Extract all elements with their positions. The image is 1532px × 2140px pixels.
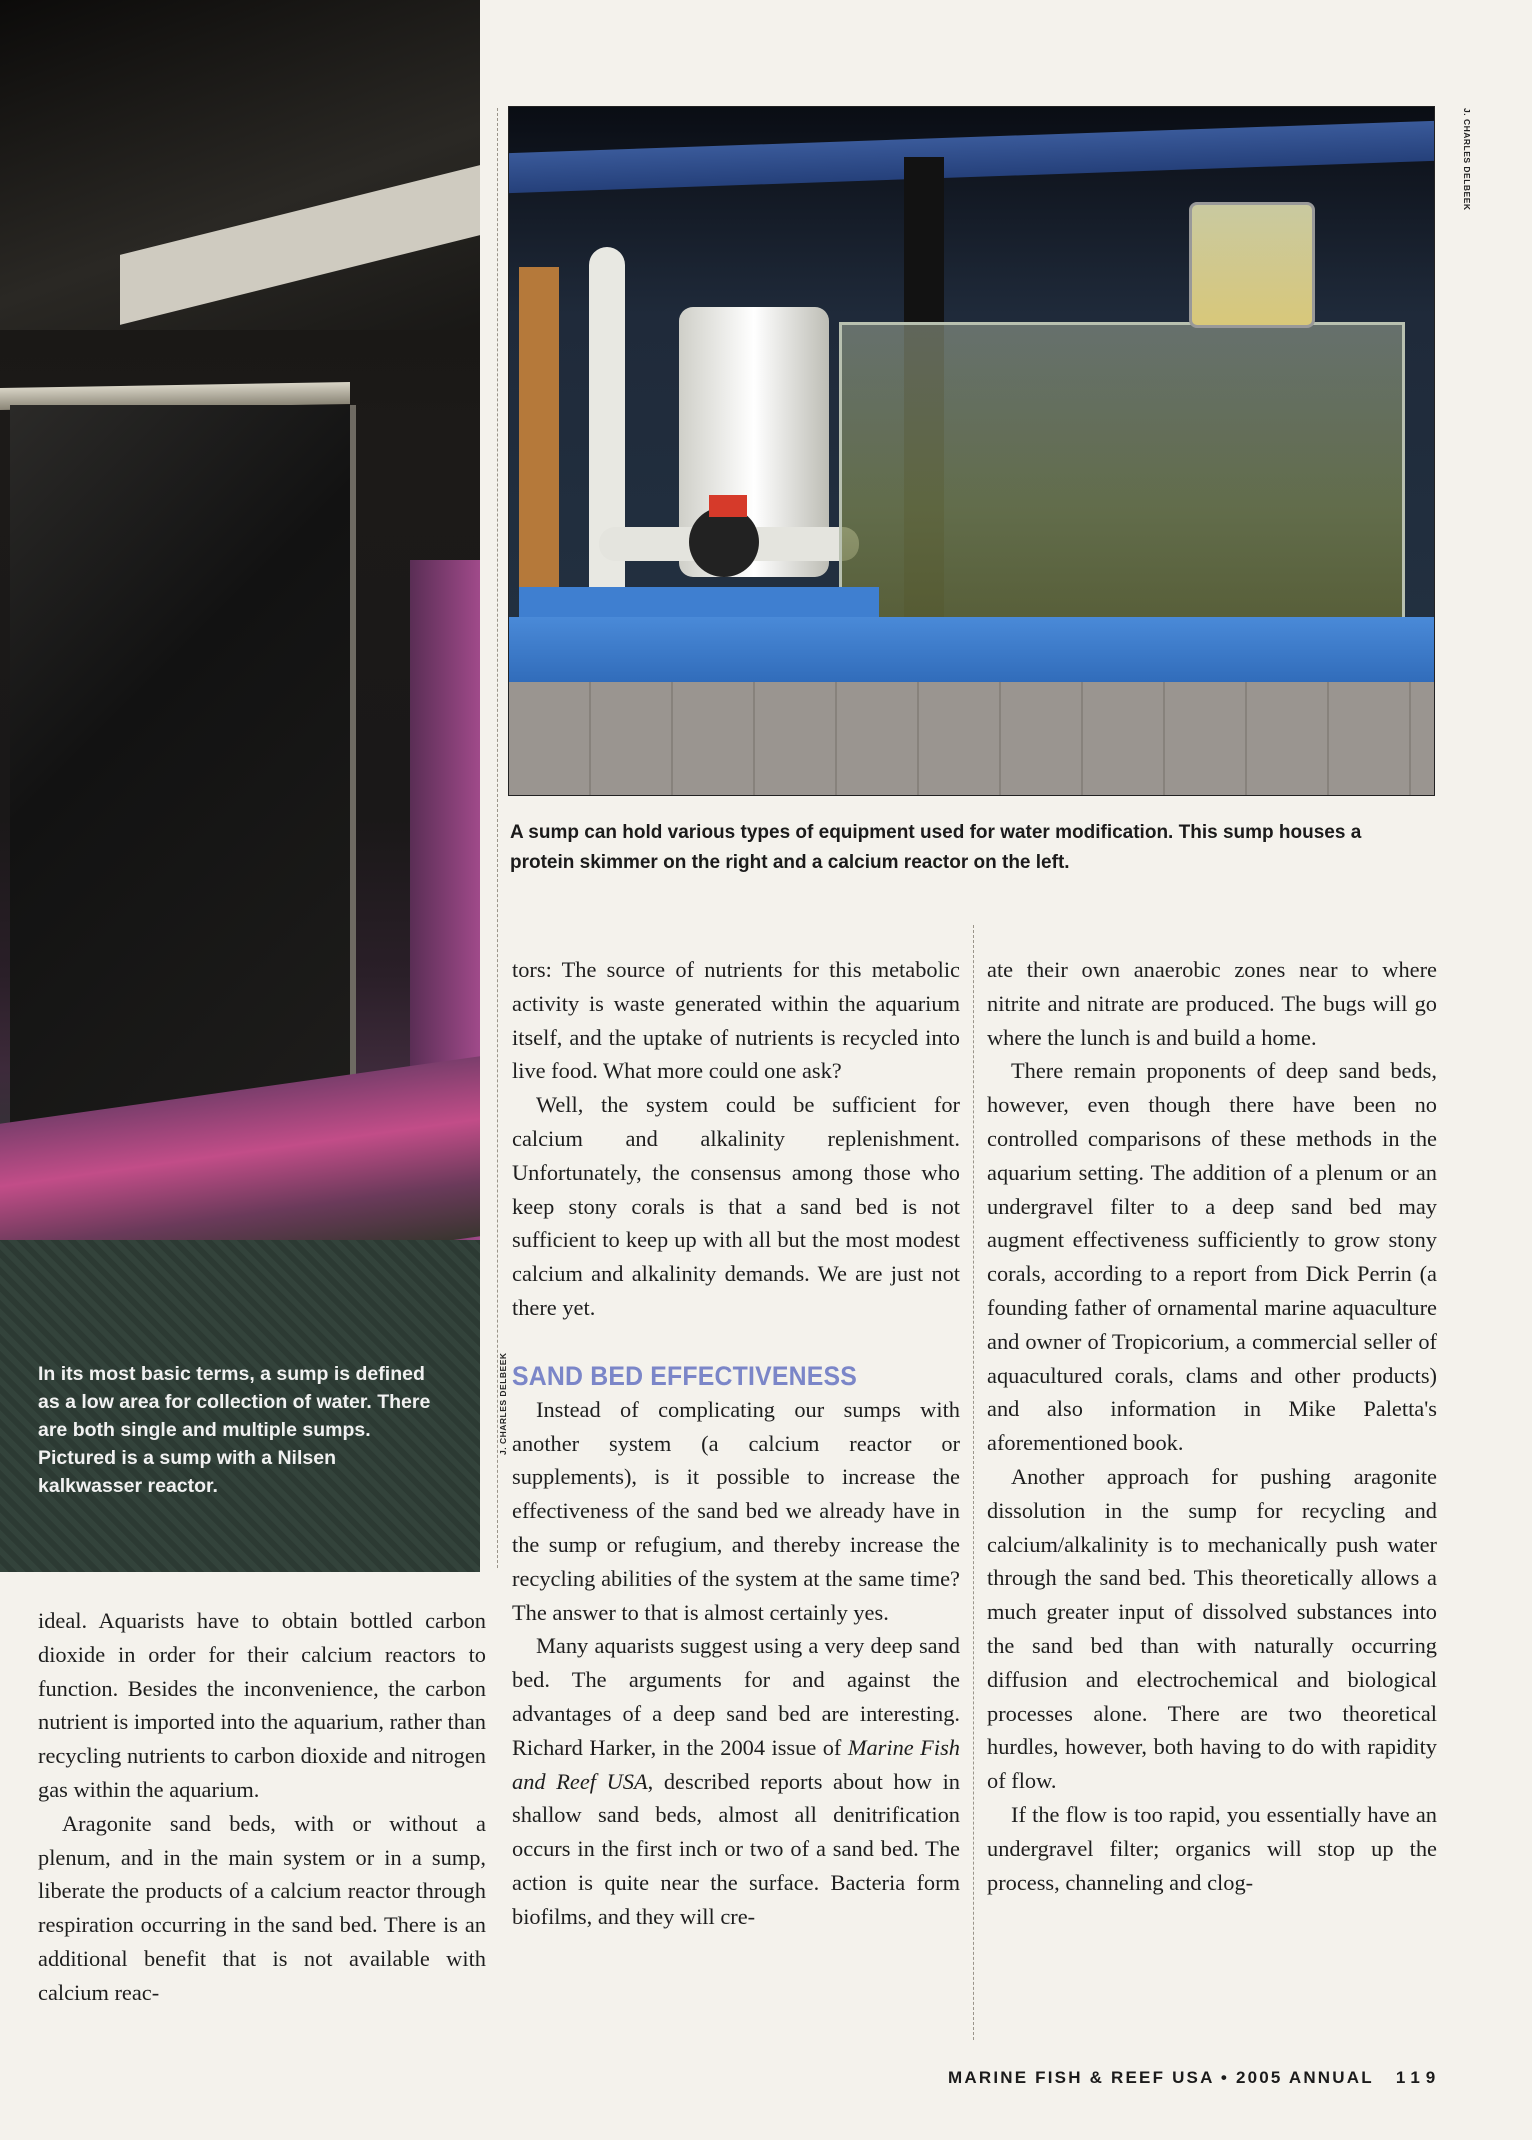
left-photo (0, 0, 480, 1572)
paragraph-text: , described reports about how in shallow sand beds, almost all denitrification occurs in the first inch or two of a sand bed. The action is quite near the surface. Bacteria form biofilms, and they will cre- (512, 1768, 960, 1929)
paragraph: ate their own anaerobic zones near to where nitrite and nitrate are produced. The bugs will go where the lunch is and build a home. (987, 957, 1437, 1050)
photo-sump-tank (839, 322, 1405, 658)
page-footer (948, 2068, 1441, 2088)
photo-wood-panel (519, 267, 559, 587)
paragraph: If the flow is too rapid, you essentially have an undergravel filter; organics will stop up the process, channeling and clog- (987, 1801, 1437, 1895)
paragraph: Well, the system could be sufficient for calcium and alkalinity replenishment. Unfortunately, the consensus among those who keep stony corals is that a sand bed is not sufficient to keep up with all but the most modest calcium and alkalinity demands. We are just not there yet. (512, 1092, 960, 1320)
magazine-title: Marine Fish and Reef USA (512, 1734, 960, 1794)
paragraph: Another approach for pushing aragonite dissolution in the sump for recycling and calcium/alkalinity is to mechanically push water through the sand bed. This theoretically allows a much greater input of dissolved substances into the sand bed than with naturally occurring diffusion and electrochemical and biological processes alone. There are two theoretical hurdles, however, both having to do with rapidity of flow. (987, 1463, 1437, 1794)
column-divider (497, 108, 498, 1568)
paragraph: Aragonite sand beds, with or without a plenum, and in the main system or in a sump, liberate the products of a calcium reactor through respiration occurring in the sand bed. There is an additional benefit that is not available with calcium reac- (38, 1810, 486, 2005)
photo-valve-handle (709, 495, 747, 517)
text-column-1 (38, 1604, 486, 2010)
paragraph: ideal. Aquarists have to obtain bottled carbon dioxide in order for their calcium reactors to function. Besides the inconvenience, the carbon nutrient is imported into the aquarium, rather than recycling nutrients to carbon dioxide and nitrogen gas within the aquarium. (38, 1608, 486, 1802)
text-column-2 (512, 953, 960, 1934)
photo-valve (689, 507, 759, 577)
page-number: 119 (1395, 2068, 1442, 2087)
photo-floor (509, 682, 1434, 795)
publication-name: MARINE FISH & REEF USA • 2005 ANNUAL (948, 2068, 1374, 2087)
photo-stand-base (509, 617, 1434, 687)
top-photo-caption: A sump can hold various types of equipment used for water modification. This sump houses a protein skimmer on the right and a calcium reactor on the left. (510, 822, 1362, 873)
left-photo-caption: In its most basic terms, a sump is defined as a low area for collection of water. There are both single and multiple sumps. Pictured is a sump with a Nilsen kalkwasser reactor. (38, 1363, 431, 1497)
section-heading: SAND BED EFFECTIVENESS (512, 1360, 857, 1391)
paragraph-text: Many aquarists suggest using a very deep sand bed. The arguments for and against the advantages of a deep sand bed are interesting. Richard Harker, in the 2004 issue of (512, 1633, 960, 1760)
paragraph: Instead of complicating our sumps with another system (a calcium reactor or supplements), is it possible to increase the effectiveness of the sand bed we already have in the sump or refugium, and thereby increase the recycling abilities of the system at the same time? The answer to that is almost certainly yes. (512, 1396, 960, 1625)
photo-protein-skimmer (1189, 202, 1315, 328)
top-photo-credit: J. CHARLES DELBEEK (1462, 108, 1472, 211)
paragraph: tors: The source of nutrients for this metabolic activity is waste generated within the aquarium itself, and the uptake of nutrients is recycled into live food. What more could one ask? (512, 957, 960, 1084)
column-divider (973, 925, 974, 2040)
paragraph (512, 1629, 960, 1933)
paragraph: There remain proponents of deep sand beds, however, even though there have been no controlled comparisons of these methods in the aquarium setting. The addition of a plenum or an undergravel filter to a deep sand bed may augment effectiveness sufficiently to grow stony corals, according to a report from Dick Perrin (a founding father of ornamental marine aquaculture and owner of Tropicorium, a commercial seller of aquacultured corals, clams and other products) and also information in Mike Paletta's aforementioned book. (987, 1058, 1437, 1456)
left-photo-credit: J. CHARLES DELBEEK (498, 1352, 508, 1455)
photo-tank-glass (10, 405, 356, 1125)
text-column-3 (987, 953, 1437, 1899)
top-photo (508, 106, 1435, 796)
